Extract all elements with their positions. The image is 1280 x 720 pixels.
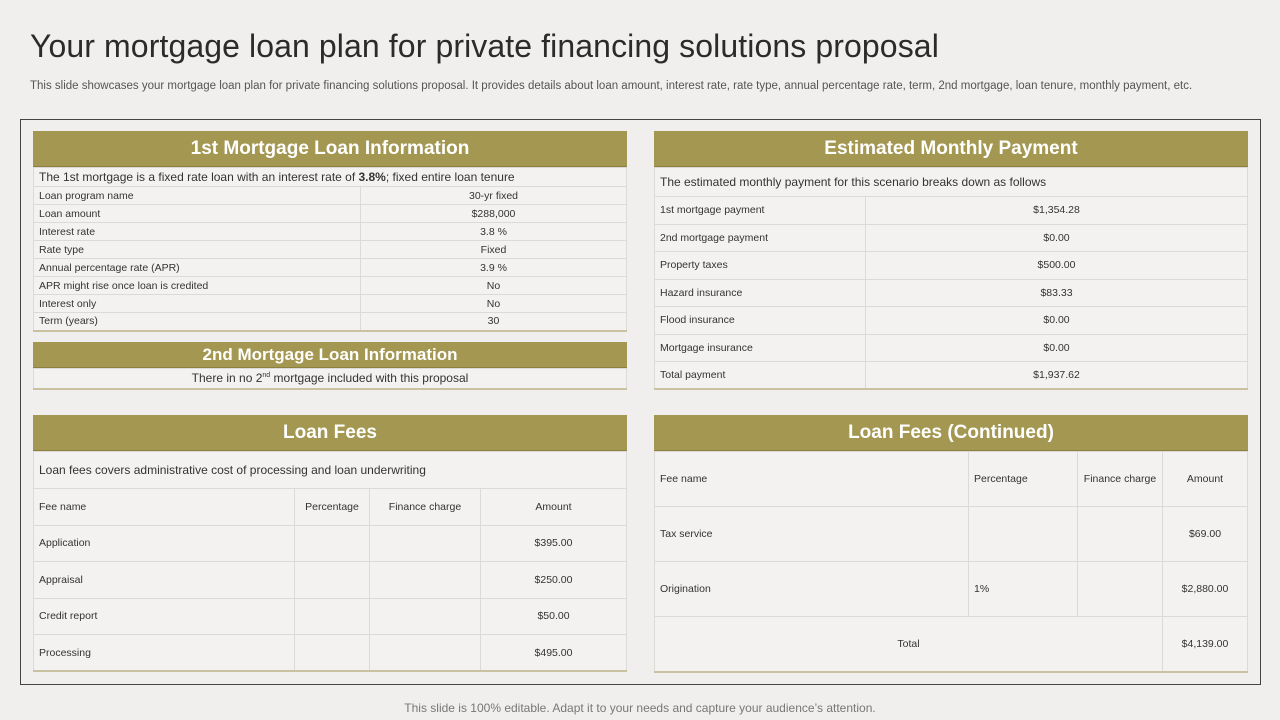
fee-finance-charge: [1078, 507, 1163, 562]
row-value: $500.00: [866, 252, 1248, 280]
fee-amount: $395.00: [481, 525, 627, 562]
row-label: 1st mortgage payment: [655, 197, 866, 225]
total-amount: $4,139.00: [1163, 617, 1248, 672]
loan-fees-description: Loan fees covers administrative cost of processing and loan underwriting: [34, 452, 627, 489]
table-row: [34, 635, 627, 672]
row-label: APR might rise once loan is credited: [34, 277, 361, 295]
column-header: Percentage: [969, 452, 1078, 507]
row-value: 3.8 %: [361, 223, 627, 241]
fee-percentage: [295, 562, 370, 599]
table-row: [34, 205, 627, 223]
first-mortgage-panel: [33, 131, 627, 332]
monthly-payment-panel: [654, 131, 1248, 390]
fee-amount: $50.00: [481, 598, 627, 635]
table-row: [34, 562, 627, 599]
monthly-payment-heading: Estimated Monthly Payment: [654, 131, 1248, 167]
column-header: Finance charge: [1078, 452, 1163, 507]
row-label: Annual percentage rate (APR): [34, 259, 361, 277]
table-row: [655, 562, 1248, 617]
table-row: [655, 279, 1248, 307]
fee-name: Tax service: [655, 507, 969, 562]
fee-finance-charge: [370, 635, 481, 672]
total-label: Total: [655, 617, 1163, 672]
row-label: Interest only: [34, 295, 361, 313]
fee-percentage: [295, 635, 370, 672]
table-row: [34, 525, 627, 562]
table-row: [34, 295, 627, 313]
loan-fees-heading: Loan Fees: [33, 415, 627, 451]
row-label: Loan amount: [34, 205, 361, 223]
loan-fees-panel: [33, 415, 627, 672]
row-value: Fixed: [361, 241, 627, 259]
fee-percentage: 1%: [969, 562, 1078, 617]
fee-amount: $250.00: [481, 562, 627, 599]
table-row: [655, 197, 1248, 225]
fee-amount: $2,880.00: [1163, 562, 1248, 617]
first-mortgage-description: The 1st mortgage is a fixed rate loan with an interest rate of 3.8%; fixed entire loan tenure: [34, 168, 627, 187]
row-value: $288,000: [361, 205, 627, 223]
row-value: $0.00: [866, 224, 1248, 252]
column-header: Amount: [481, 489, 627, 526]
table-row: [34, 187, 627, 205]
row-label: Property taxes: [655, 252, 866, 280]
row-label: Flood insurance: [655, 307, 866, 335]
page-subtitle: This slide showcases your mortgage loan plan for private financing solutions proposal. It provides details about loan amount, interest rate, rate type, annual percentage rate, term, 2nd mortgage, loan tenure, monthly payment, etc.: [30, 80, 1193, 92]
fee-finance-charge: [370, 562, 481, 599]
fee-finance-charge: [1078, 562, 1163, 617]
first-mortgage-table: [33, 167, 627, 332]
row-label: Mortgage insurance: [655, 334, 866, 362]
row-value: 30-yr fixed: [361, 187, 627, 205]
table-row: [34, 313, 627, 331]
monthly-payment-table: [654, 167, 1248, 390]
column-header: Fee name: [34, 489, 295, 526]
fee-name: Credit report: [34, 598, 295, 635]
row-value: No: [361, 277, 627, 295]
table-row: [655, 252, 1248, 280]
table-row: [655, 307, 1248, 335]
row-label: Rate type: [34, 241, 361, 259]
table-row: [34, 241, 627, 259]
table-row: [655, 362, 1248, 390]
row-value: No: [361, 295, 627, 313]
row-label: Total payment: [655, 362, 866, 390]
fee-percentage: [295, 598, 370, 635]
table-header-row: [34, 489, 627, 526]
column-header: Finance charge: [370, 489, 481, 526]
loan-fees-table: [33, 451, 627, 672]
fee-name: Processing: [34, 635, 295, 672]
row-label: Hazard insurance: [655, 279, 866, 307]
fee-name: Appraisal: [34, 562, 295, 599]
column-header: Percentage: [295, 489, 370, 526]
row-value: 3.9 %: [361, 259, 627, 277]
row-value: $83.33: [866, 279, 1248, 307]
first-mortgage-heading: 1st Mortgage Loan Information: [33, 131, 627, 167]
second-mortgage-panel: [33, 342, 627, 390]
row-label: Loan program name: [34, 187, 361, 205]
column-header: Fee name: [655, 452, 969, 507]
table-row: [655, 334, 1248, 362]
fee-percentage: [969, 507, 1078, 562]
second-mortgage-text: There in no 2nd mortgage included with this proposal: [34, 369, 627, 389]
row-label: Interest rate: [34, 223, 361, 241]
loan-fees-continued-heading: Loan Fees (Continued): [654, 415, 1248, 451]
row-value: $1,937.62: [866, 362, 1248, 390]
row-value: $0.00: [866, 334, 1248, 362]
row-value: $1,354.28: [866, 197, 1248, 225]
fee-percentage: [295, 525, 370, 562]
fee-finance-charge: [370, 525, 481, 562]
table-total-row: [655, 617, 1248, 672]
row-value: $0.00: [866, 307, 1248, 335]
fee-finance-charge: [370, 598, 481, 635]
table-row: [34, 223, 627, 241]
fee-name: Application: [34, 525, 295, 562]
table-row: [655, 507, 1248, 562]
table-row: [34, 598, 627, 635]
table-header-row: [655, 452, 1248, 507]
page-title: Your mortgage loan plan for private financing solutions proposal: [30, 28, 939, 64]
fee-name: Origination: [655, 562, 969, 617]
table-row: [655, 224, 1248, 252]
footer-note: This slide is 100% editable. Adapt it to your needs and capture your audience’s attention.: [404, 701, 876, 715]
monthly-payment-description: The estimated monthly payment for this scenario breaks down as follows: [655, 168, 1248, 197]
table-row: [34, 277, 627, 295]
second-mortgage-table: [33, 368, 627, 390]
column-header: Amount: [1163, 452, 1248, 507]
second-mortgage-heading: 2nd Mortgage Loan Information: [33, 342, 627, 368]
fee-amount: $69.00: [1163, 507, 1248, 562]
row-label: 2nd mortgage payment: [655, 224, 866, 252]
row-value: 30: [361, 313, 627, 331]
table-row: [34, 259, 627, 277]
loan-fees-continued-panel: [654, 415, 1248, 673]
loan-fees-continued-table: [654, 451, 1248, 673]
fee-amount: $495.00: [481, 635, 627, 672]
row-label: Term (years): [34, 313, 361, 331]
